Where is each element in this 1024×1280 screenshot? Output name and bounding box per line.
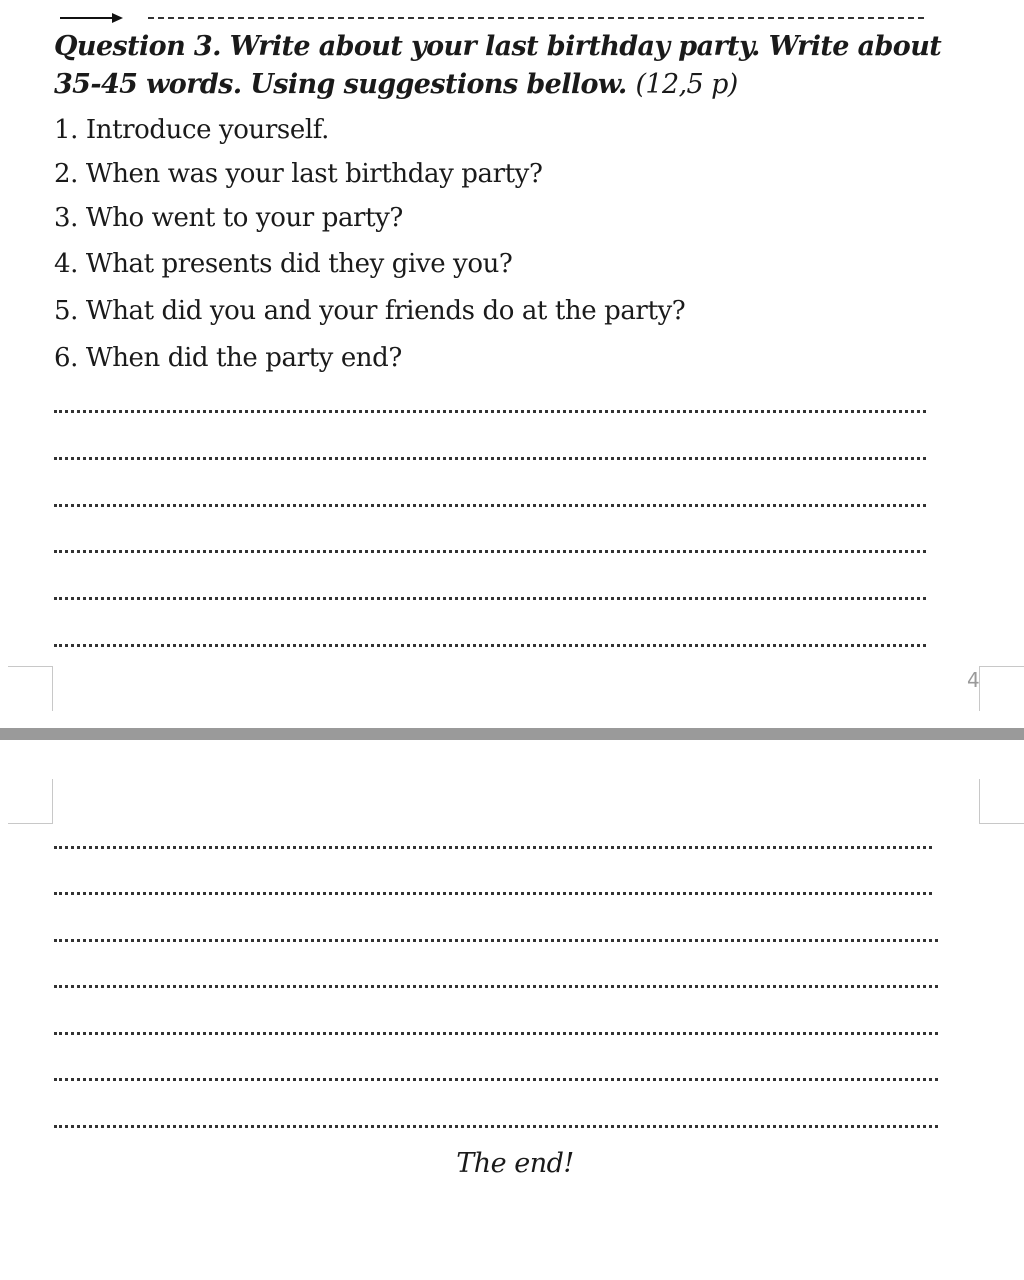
- writing-line[interactable]: [54, 410, 926, 413]
- list-item: 3. Who went to your party?: [54, 203, 403, 233]
- writing-line[interactable]: [54, 1032, 938, 1035]
- writing-line[interactable]: [54, 1078, 938, 1081]
- question-heading: [54, 28, 954, 104]
- page-number: 4: [967, 668, 980, 692]
- margin-corner-mark: [8, 779, 53, 824]
- closing-text: The end!: [456, 1148, 574, 1179]
- writing-line[interactable]: [54, 550, 926, 553]
- writing-line[interactable]: [54, 846, 932, 849]
- document-page-5: [0, 740, 1024, 1280]
- writing-line[interactable]: [54, 457, 926, 460]
- writing-line[interactable]: [54, 892, 932, 895]
- margin-corner-mark: [8, 666, 53, 711]
- writing-line[interactable]: [54, 504, 926, 507]
- page-separator: [0, 728, 1024, 740]
- question-text: Question 3. Write about your last birthday party. Write about 35-45 words. Using suggestions bellow.: [54, 31, 942, 100]
- writing-line[interactable]: [54, 985, 938, 988]
- list-item: 1. Introduce yourself.: [54, 115, 329, 145]
- list-item: 6. When did the party end?: [54, 343, 402, 373]
- dashed-separator: [148, 17, 924, 19]
- list-item: 2. When was your last birthday party?: [54, 159, 543, 189]
- writing-line[interactable]: [54, 644, 926, 647]
- arrow-right-icon: [60, 11, 124, 25]
- writing-line[interactable]: [54, 939, 938, 942]
- question-points: (12,5 p): [635, 69, 738, 100]
- list-item: 5. What did you and your friends do at the party?: [54, 296, 686, 326]
- margin-corner-mark: [979, 779, 1024, 824]
- writing-line[interactable]: [54, 1125, 938, 1128]
- writing-line[interactable]: [54, 597, 926, 600]
- margin-corner-mark: [979, 666, 1024, 711]
- list-item: 4. What presents did they give you?: [54, 249, 513, 279]
